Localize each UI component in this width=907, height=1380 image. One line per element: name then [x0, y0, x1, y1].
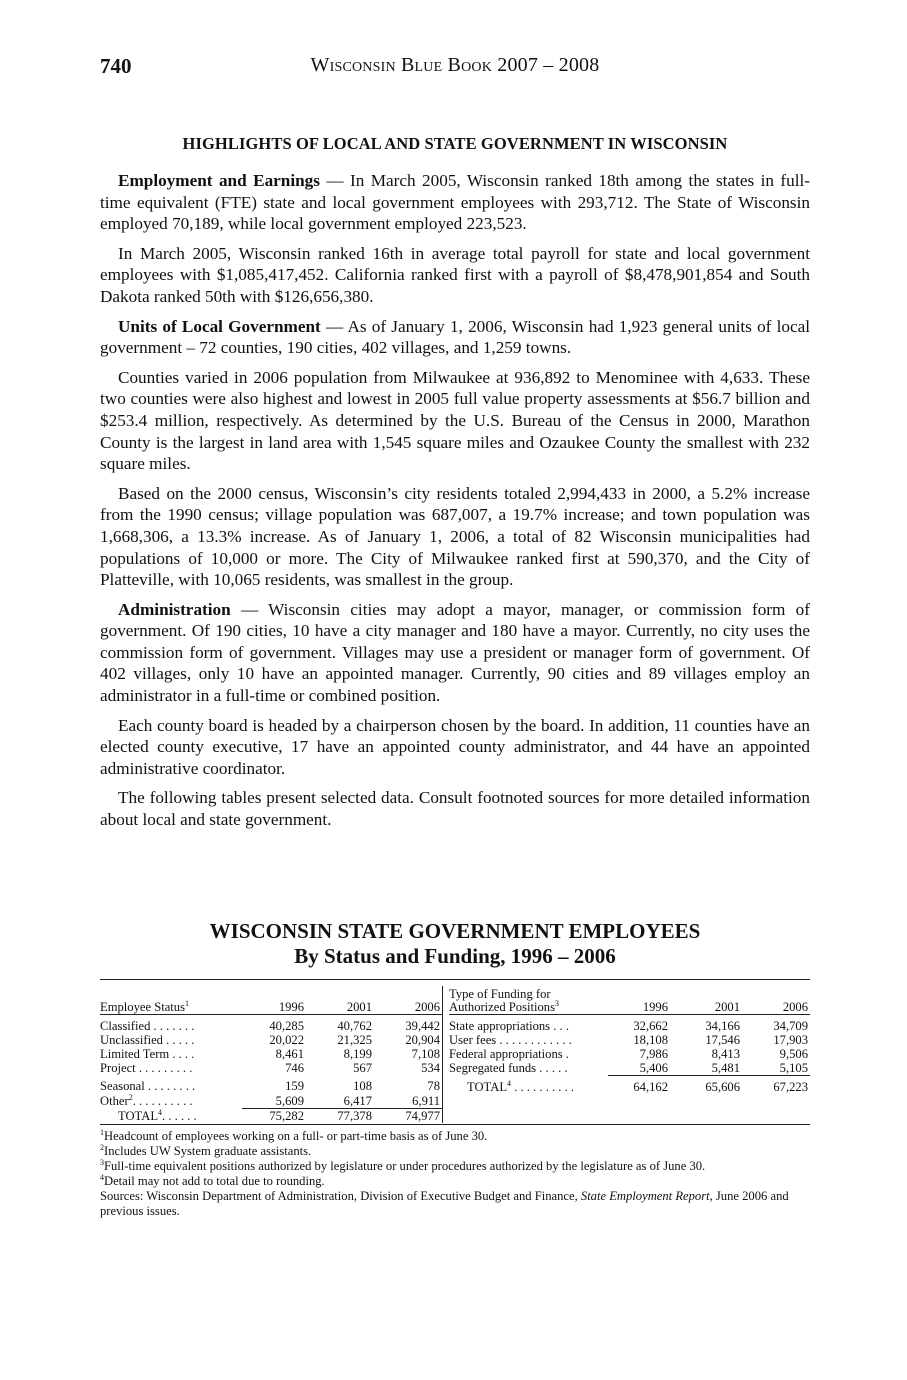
row-label	[449, 1076, 608, 1095]
cell: 77,378	[337, 1108, 372, 1123]
cell: 7,986	[639, 1047, 668, 1062]
paragraph-text: — In March 2005, Wisconsin ranked 18th among the states in full-time equivalent (FTE) state and local government employees with 293,712. The State of Wisconsin employed 70,189, while local government employed 223,523.	[100, 171, 810, 234]
footnote-text: Full-time equivalent positions authorized by legislature or under procedures authorized by the legislature as of June 30.	[104, 1159, 706, 1174]
cell: 534	[421, 1061, 440, 1076]
table-top-rule	[100, 979, 810, 980]
cell: 6,417	[306, 1094, 374, 1109]
footnote-marker: 4	[507, 1079, 512, 1089]
page-number: 740	[100, 54, 132, 78]
table-total-row	[100, 1108, 442, 1123]
column-header: 1996	[608, 986, 670, 1015]
cell: 5,105	[742, 1061, 810, 1076]
cell: 40,762	[337, 1018, 372, 1033]
column-header: 2006	[742, 986, 810, 1015]
book-title-part: ook	[461, 54, 493, 76]
paragraph	[100, 599, 810, 707]
paragraph	[100, 316, 810, 359]
column-header-label-text: Authorized Positions	[449, 999, 555, 1014]
column-header: 1996	[242, 986, 306, 1015]
paragraph-lead: Units of Local Government	[118, 316, 321, 336]
column-header: 2001	[670, 986, 742, 1015]
cell: 8,413	[711, 1047, 740, 1062]
table-row	[100, 1033, 442, 1047]
row-label: Limited Term . . . .	[100, 1047, 195, 1062]
table-row	[449, 1047, 810, 1061]
body-text	[100, 170, 810, 831]
page	[100, 52, 810, 1219]
column-header: 2001	[306, 986, 374, 1015]
row-label: Federal appropriations .	[449, 1047, 569, 1062]
footnote-text: Detail may not add to total due to rounding.	[104, 1174, 325, 1189]
paragraph	[100, 367, 810, 475]
cell: 17,546	[705, 1032, 740, 1047]
footnote	[100, 1144, 810, 1159]
cell: 74,977	[405, 1108, 440, 1123]
paragraph	[100, 483, 810, 591]
table-bottom-rule	[100, 1124, 810, 1125]
footnote-marker: 4	[158, 1107, 163, 1117]
footnote	[100, 1159, 810, 1174]
book-title-part: isconsin	[329, 54, 396, 76]
book-title-years: 2007 – 2008	[492, 54, 600, 76]
row-label: State appropriations . . .	[449, 1018, 569, 1033]
footnote-marker: 1	[185, 998, 189, 1008]
section-title: HIGHLIGHTS OF LOCAL AND STATE GOVERNMENT IN WISCONSIN	[182, 134, 728, 153]
footnote-marker: 1	[100, 1128, 104, 1138]
leader-dots: . . . . . .	[162, 1108, 197, 1123]
cell: 65,606	[705, 1080, 740, 1095]
cell: 5,481	[670, 1061, 742, 1076]
cell: 67,223	[773, 1080, 808, 1095]
table-header-row	[100, 986, 442, 1015]
paragraph-text: — Wisconsin cities may adopt a mayor, manager, or commission form of government. Of 190 cities, 10 have a city manager and 180 have a mayor. Currently, no city uses the commission form of government. Villages may use a president or manager form of government. Of 402 villages, only 10 have an appointed manager. Currently, 90 cities and 89 villages employ an administrator in a full-time or combined position.	[100, 599, 810, 706]
row-label-text: TOTAL	[118, 1108, 159, 1123]
row-label: Project . . . . . . . . .	[100, 1061, 193, 1076]
paragraph	[100, 170, 810, 235]
sources-text: , June 2006 and previous issues.	[100, 1189, 789, 1219]
table-row	[100, 1014, 442, 1033]
cell: 5,609	[242, 1094, 306, 1109]
paragraph-text: — As of January 1, 2006, Wisconsin had 1,923 general units of local government – 72 counties, 190 cities, 402 villages, and 1,259 towns.	[100, 316, 810, 358]
table-row	[100, 1094, 442, 1109]
row-label: Unclassified . . . . .	[100, 1032, 195, 1047]
row-label: User fees . . . . . . . . . . . .	[449, 1032, 572, 1047]
table-row	[100, 1075, 442, 1093]
table-title-line: WISCONSIN STATE GOVERNMENT EMPLOYEES	[209, 918, 701, 943]
cell: 32,662	[633, 1018, 668, 1033]
cell: 40,285	[269, 1018, 304, 1033]
row-label: Classified . . . . . . .	[100, 1018, 195, 1033]
table-title	[100, 919, 810, 969]
sources-report-title: State Employment Report	[580, 1189, 710, 1204]
column-header-label: Type of Funding for	[449, 986, 551, 1001]
paragraph	[100, 787, 810, 830]
table-header-row	[449, 986, 810, 1015]
cell: 34,709	[773, 1018, 808, 1033]
funding-type-table	[442, 986, 810, 1123]
column-header-label: Employee Status	[100, 999, 185, 1014]
footnote-marker: 3	[100, 1158, 104, 1168]
footnote-marker: 3	[555, 998, 559, 1008]
paragraph-lead: Employment and Earnings	[118, 171, 320, 190]
row-label-text: TOTAL	[467, 1080, 508, 1095]
column-header-label	[449, 998, 606, 1014]
cell: 5,406	[608, 1061, 670, 1076]
running-head	[100, 52, 810, 86]
leader-dots: . . . . . . . . . .	[132, 1093, 193, 1108]
sources-text: Sources: Wisconsin Department of Administration, Division of Executive Budget and Finance,	[100, 1189, 581, 1204]
book-title-part: W	[310, 54, 330, 76]
cell: 7,108	[411, 1047, 440, 1062]
cell: 567	[353, 1061, 372, 1076]
row-label	[100, 1108, 242, 1123]
cell: 159	[285, 1079, 304, 1094]
paragraph-text: Each county board is headed by a chairperson chosen by the board. In addition, 11 counties have an elected county executive, 17 have an appointed county administrator, and 44 have an appointed administrative coordinator.	[100, 715, 810, 778]
cell: 75,282	[269, 1108, 304, 1123]
table-row	[449, 1014, 810, 1033]
footnote	[100, 1174, 810, 1189]
table-total-row	[449, 1076, 810, 1095]
cell: 18,108	[633, 1032, 668, 1047]
table-row	[100, 1061, 442, 1075]
paragraph-text: Counties varied in 2006 population from Milwaukee at 936,892 to Menominee with 4,633. These two counties were also highest and lowest in 2005 full value property assessments at $56.7 billion and $253.4 million, respectively. As determined by the U.S. Bureau of the Census in 2000, Marathon County is the largest in land area with 1,545 square miles and Ozaukee County the smallest with 232 square miles.	[100, 367, 810, 474]
row-label: Seasonal . . . . . . . .	[100, 1079, 196, 1094]
paragraph	[100, 243, 810, 308]
footnote	[100, 1129, 810, 1144]
leader-dots: . . . . . . . . . .	[514, 1080, 575, 1095]
cell: 17,903	[773, 1032, 808, 1047]
footnote-text: Headcount of employees working on a full- or part-time basis as of June 30.	[104, 1129, 488, 1144]
table-notes	[100, 1129, 810, 1219]
row-label-text: Other	[100, 1093, 129, 1108]
column-header: 2006	[374, 986, 442, 1015]
book-title	[100, 54, 810, 77]
cell: 20,904	[405, 1032, 440, 1047]
cell: 39,442	[405, 1018, 440, 1033]
cell: 21,325	[337, 1032, 372, 1047]
book-title-part: B	[395, 54, 415, 76]
footnote-text: Includes UW System graduate assistants.	[104, 1144, 312, 1159]
cell: 6,911	[374, 1094, 442, 1109]
cell: 78	[427, 1079, 440, 1094]
footnote-marker: 2	[128, 1092, 133, 1102]
table-row	[449, 1061, 810, 1076]
employees-table	[100, 979, 810, 1219]
cell: 108	[353, 1079, 372, 1094]
footnote-marker: 2	[100, 1143, 104, 1153]
paragraph-lead: Administration	[118, 599, 231, 619]
paragraph-text: The following tables present selected data. Consult footnoted sources for more detailed information about local and state government.	[100, 788, 810, 830]
row-label	[100, 1094, 242, 1109]
table-subtitle-line: By Status and Funding, 1996 – 2006	[294, 943, 616, 968]
cell: 8,199	[343, 1047, 372, 1062]
footnote-marker: 4	[100, 1173, 104, 1183]
table-row	[449, 1033, 810, 1047]
cell: 746	[285, 1061, 304, 1076]
cell: 8,461	[275, 1047, 304, 1062]
cell: 34,166	[705, 1018, 740, 1033]
paragraph-text: Based on the 2000 census, Wisconsin’s city residents totaled 2,994,433 in 2000, a 5.2% increase from the 1990 census; village population was 687,007, a 19.7% increase; and town population was 1,668,306, a 13.3% increase. As of January 1, 2006, a total of 82 Wisconsin municipalities had populations of 10,000 or more. The City of Milwaukee ranked first at 590,370, and the City of Platteville, with 10,065 residents, was smallest in the group.	[100, 483, 810, 590]
book-title-part: B	[442, 54, 462, 76]
cell: 9,506	[779, 1047, 808, 1062]
paragraph-text: In March 2005, Wisconsin ranked 16th in average total payroll for state and local government employees with $1,085,417,452. California ranked first with a payroll of $8,478,901,854 and South Dakota ranked 50th with $126,656,380.	[100, 243, 810, 306]
column-header	[100, 986, 242, 1015]
table-row	[100, 1047, 442, 1061]
employee-status-table	[100, 986, 442, 1123]
cell: 20,022	[269, 1032, 304, 1047]
paragraph	[100, 715, 810, 780]
row-label: Segregated funds . . . . .	[449, 1061, 568, 1076]
table-grid	[100, 986, 810, 1123]
book-title-part: lue	[414, 54, 443, 76]
sources-note	[100, 1189, 810, 1219]
cell: 64,162	[633, 1080, 668, 1095]
column-header	[449, 986, 608, 1015]
